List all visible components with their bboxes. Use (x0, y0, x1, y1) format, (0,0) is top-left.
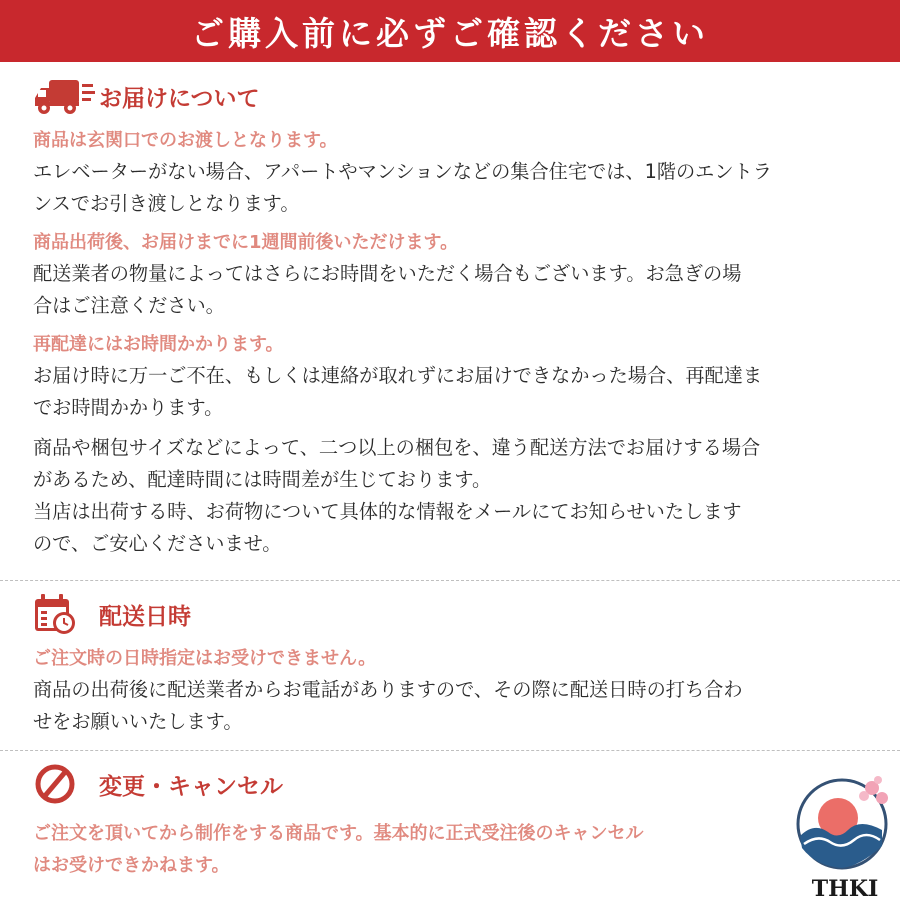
notice-headline: ご注文時の日時指定はお受けできません。 (33, 648, 377, 669)
notice-body-line: 商品や梱包サイズなどによって、二つ以上の梱包を、違う配送方法でお届けする場合 (33, 436, 761, 459)
notice-body-line: 商品の出荷後に配送業者からお電話がありますので、その際に配送日時の打ち合わ (33, 678, 743, 701)
notice-headline: 商品は玄関口でのお渡しとなります。 (33, 130, 338, 151)
notice-body-line: ので、ご安心くださいませ。 (33, 532, 282, 555)
section-divider (0, 580, 900, 581)
shop-logo (790, 768, 900, 900)
notice-body-line: 当店は出荷する時、お荷物について具体的な情報をメールにてお知らせいたします (33, 500, 742, 523)
section-delivery (33, 74, 883, 560)
wave-sun-sakura-logo-icon (790, 768, 900, 872)
notice-body-line: エレベーターがない場合、アパートやマンションなどの集合住宅では、1階のエントラ (33, 160, 772, 183)
notice-headline: 再配達にはお時間かかります。 (33, 334, 284, 355)
section-header (33, 592, 883, 636)
notice-headline: 商品出荷後、お届けまでに1週間前後いただけます。 (33, 232, 459, 253)
section-header (33, 762, 883, 806)
notice-body-line: お届け時に万一ご不在、もしくは連絡が取れずにお届けできなかった場合、再配達ま (33, 364, 763, 387)
page-banner (0, 0, 900, 62)
banner-title: ご購入前に必ずご確認ください (191, 13, 709, 53)
section-delivery-datetime (33, 592, 883, 738)
notice-body-line: せをお願いいたします。 (33, 710, 243, 733)
delivery-truck-icon (33, 74, 97, 118)
notice-body-line: 合はご注意ください。 (33, 294, 225, 317)
section-change-cancel (33, 762, 883, 882)
prohibited-icon (33, 762, 97, 806)
notice-headline: はお受けできかねます。 (33, 855, 230, 876)
section-title: 配送日時 (99, 603, 191, 630)
section-divider (0, 750, 900, 751)
section-title: お届けについて (99, 85, 260, 112)
notice-headline: ご注文を頂いてから制作をする商品です。基本的に正式受注後のキャンセル (33, 823, 644, 844)
logo-text: THKI (811, 876, 879, 902)
notice-body-line: 配送業者の物量によってはさらにお時間をいただく場合もございます。お急ぎの場 (33, 262, 742, 285)
notice-body-line: があるため、配達時間には時間差が生じております。 (33, 468, 492, 491)
calendar-clock-icon (33, 592, 97, 636)
section-header (33, 74, 883, 118)
notice-body-line: でお時間かかります。 (33, 396, 224, 419)
notice-body-line: ンスでお引き渡しとなります。 (33, 192, 300, 215)
section-title: 変更・キャンセル (99, 773, 283, 800)
